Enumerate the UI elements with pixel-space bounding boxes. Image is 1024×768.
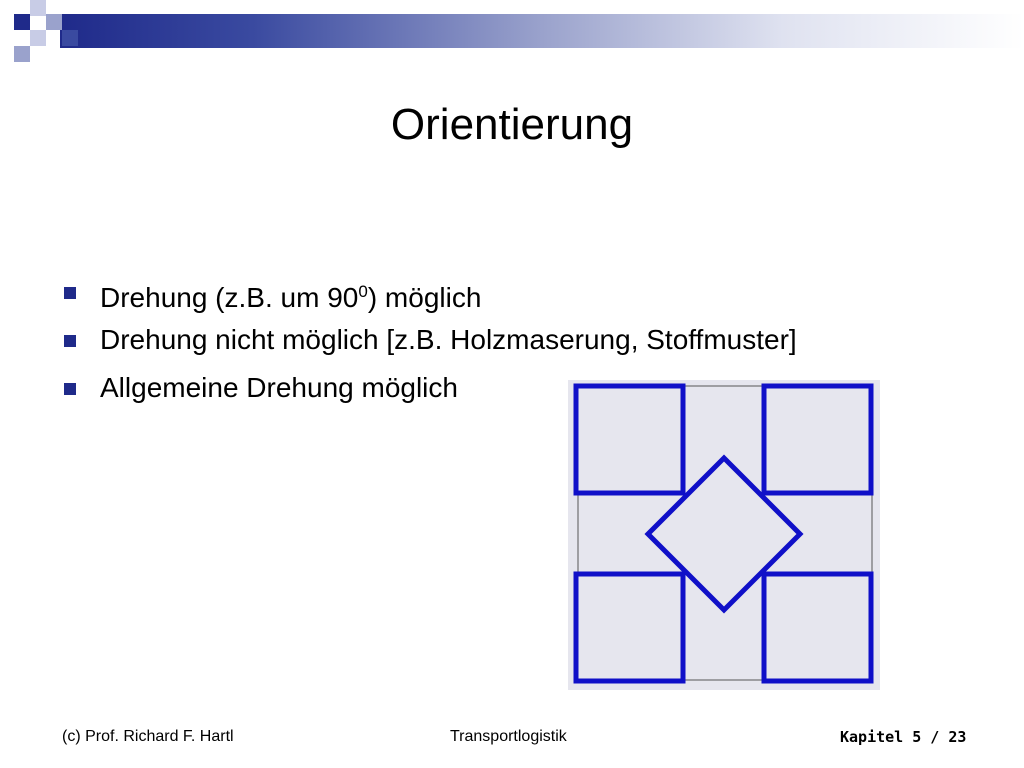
bullet-text: Drehung nicht möglich [z.B. Holzmaserung, Stoffmuster] xyxy=(100,324,797,355)
header-gradient-bar xyxy=(60,14,1024,48)
bullet-text: Allgemeine Drehung möglich xyxy=(100,372,458,403)
bullet-item xyxy=(60,316,797,364)
bullet-square-icon xyxy=(64,383,76,395)
bullet-square-icon xyxy=(64,335,76,347)
logo-square xyxy=(62,30,78,46)
logo-square xyxy=(46,14,62,30)
logo-square xyxy=(30,30,46,46)
figure-background xyxy=(568,380,880,690)
logo-square xyxy=(30,0,46,16)
bullet-square-icon xyxy=(64,287,76,299)
footer-author: (c) Prof. Richard F. Hartl xyxy=(62,728,234,745)
footer-chapter: Kapitel 5 / 23 xyxy=(840,728,967,746)
slide-title: Orientierung xyxy=(390,100,634,149)
footer-course: Transportlogistik xyxy=(450,728,567,745)
bullet-text: Drehung (z.B. um $90^0$) möglich xyxy=(100,282,482,313)
logo-square xyxy=(14,14,30,30)
bullet-item xyxy=(60,268,797,316)
header-decoration xyxy=(0,0,1024,60)
logo-square xyxy=(14,46,30,62)
rotation-figure xyxy=(568,380,880,690)
